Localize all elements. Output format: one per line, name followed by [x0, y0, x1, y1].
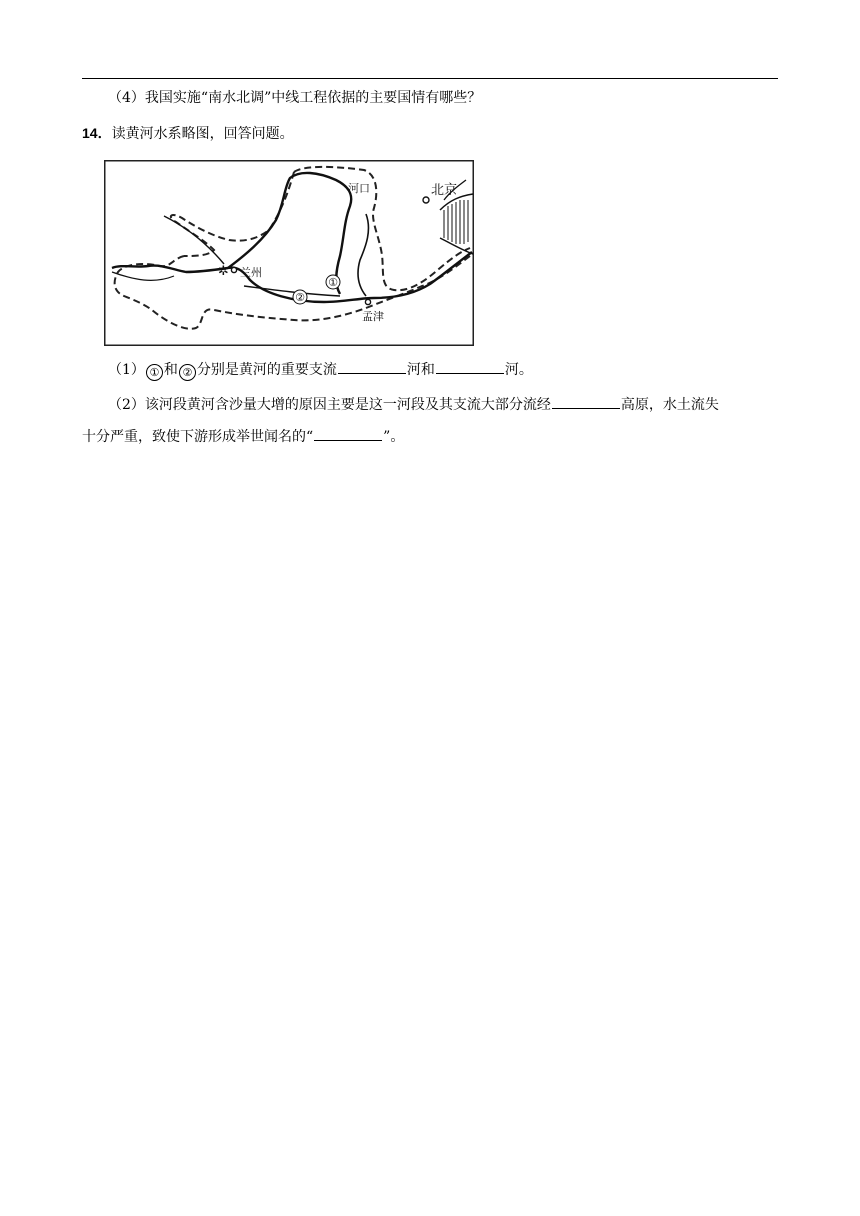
- circled-marker-2: ②: [179, 364, 196, 381]
- part-1-prefix: （1）: [108, 362, 145, 378]
- label-hekou: 河口: [348, 182, 370, 195]
- circled-marker-1: ①: [146, 364, 163, 381]
- part-2-after-blank: 高原，水土流失: [620, 397, 719, 413]
- label-lanzhou: 兰州: [240, 266, 262, 279]
- question-number: 14．: [82, 125, 112, 141]
- answer-blank-2[interactable]: [436, 359, 504, 374]
- label-marker-2: ②: [295, 291, 305, 304]
- label-mengjin: 孟津: [362, 310, 384, 323]
- question-13-part-4: [108, 88, 481, 108]
- part-2-line-2-after: ”。: [383, 429, 405, 445]
- beijing-marker: [423, 197, 429, 203]
- label-marker-1: ①: [328, 276, 338, 289]
- lanzhou-marker: [231, 267, 236, 272]
- part-2-text: （2）该河段黄河含沙量大增的原因主要是这一河段及其支流大部分流经: [108, 397, 551, 413]
- mengjin-marker: [365, 299, 370, 304]
- yellow-river-map: [104, 160, 474, 346]
- answer-blank-4[interactable]: [314, 426, 382, 441]
- part-1-after-blank-2: 河。: [504, 362, 533, 378]
- header-rule: [82, 78, 778, 79]
- question-14-part-2-line-1: [108, 394, 719, 415]
- part-1-after-blank-1: 河和: [406, 362, 435, 378]
- part-1-and: 和: [163, 362, 178, 378]
- lanzhou-star-icon: ✲: [218, 264, 229, 279]
- sea-hatching: [444, 200, 468, 244]
- answer-blank-1[interactable]: [338, 359, 406, 374]
- question-14-part-1: [108, 359, 533, 381]
- label-beijing: 北京: [431, 183, 458, 198]
- question-14-prompt: 读黄河水系略图，回答问题。: [111, 126, 294, 142]
- answer-blank-3[interactable]: [552, 394, 620, 409]
- question-14-heading: [82, 123, 294, 144]
- part-2-line-2-text: 十分严重，致使下游形成举世闻名的“: [82, 429, 314, 445]
- question-14-part-2-line-2: [82, 426, 404, 447]
- question-13-part-4-text: （4）我国实施“南水北调”中线工程依据的主要国情有哪些？: [108, 90, 482, 106]
- part-1-middle: 分别是黄河的重要支流: [196, 362, 337, 378]
